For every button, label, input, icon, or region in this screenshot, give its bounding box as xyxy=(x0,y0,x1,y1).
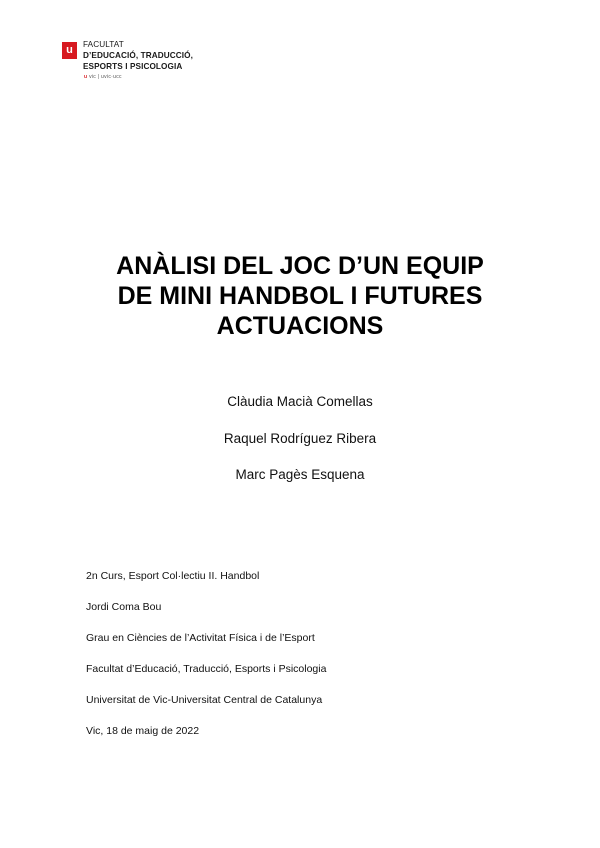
document-title xyxy=(60,251,540,341)
author-2: Raquel Rodríguez Ribera xyxy=(223,431,377,446)
degree-name: Grau en Ciències de l’Activitat Física i de l’Esport xyxy=(86,632,315,644)
title-line-3: ACTUACIONS xyxy=(216,312,384,340)
title-line-2: DE MINI HANDBOL I FUTURES xyxy=(117,282,483,310)
tutor-name: Jordi Coma Bou xyxy=(86,601,162,613)
logo-sub-text: vic | uvic·ucc xyxy=(89,74,122,80)
university-name: Universitat de Vic-Universitat Central de Catalunya xyxy=(86,694,323,706)
author-3: Marc Pagès Esquena xyxy=(235,467,365,482)
university-logo-icon: u xyxy=(62,42,77,59)
faculty-name: Facultat d’Educació, Traducció, Esports i Psicologia xyxy=(86,663,327,675)
faculty-logo xyxy=(62,40,282,86)
logo-sub-mark: u xyxy=(84,74,88,80)
course-info: 2n Curs, Esport Col·lectiu II. Handbol xyxy=(86,570,260,582)
place-and-date: Vic, 18 de maig de 2022 xyxy=(86,725,200,737)
logo-text-line-2: D’EDUCACIÓ, TRADUCCIÓ, xyxy=(83,51,194,60)
title-line-1: ANÀLISI DEL JOC D’UN EQUIP xyxy=(116,252,484,280)
author-1: Clàudia Macià Comellas xyxy=(227,394,373,409)
logo-text-line-3: ESPORTS I PSICOLOGIA xyxy=(83,62,183,71)
logo-subtitle xyxy=(84,75,122,80)
logo-text-line-1: FACULTAT xyxy=(83,40,124,49)
